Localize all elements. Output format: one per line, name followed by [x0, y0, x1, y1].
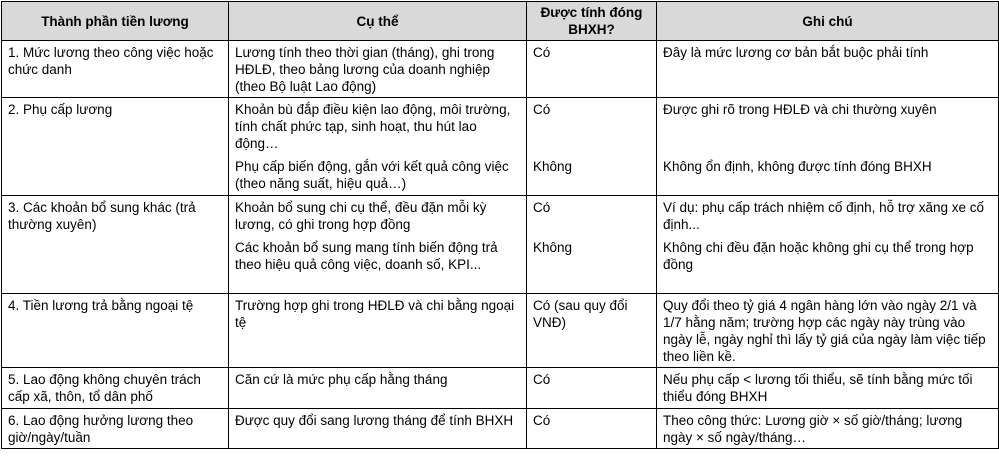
cell-detail: Các khoản bổ sung mang tính biến động trả theo hiệu quả công việc, doanh số, KPI... — [235, 240, 498, 272]
cell-detail-group — [229, 98, 527, 196]
cell-note-group — [657, 196, 999, 294]
cell-detail-group — [229, 196, 527, 294]
cell-note: Được ghi rõ trong HĐLĐ và chi thường xuyên — [663, 102, 937, 117]
cell-insured: Có — [527, 41, 657, 98]
cell-detail: Lương tính theo thời gian (tháng), ghi trong HĐLĐ, theo bảng lương của doanh nghiệp (theo Bộ luật Lao động) — [229, 41, 527, 98]
cell-insured-group — [527, 98, 657, 196]
cell-insured: Không — [533, 240, 573, 255]
cell-insured: Không — [533, 159, 573, 174]
cell-component: 6. Lao động hưởng lương theo giờ/ngày/tuần — [2, 409, 229, 449]
cell-component: 1. Mức lương theo công việc hoặc chức danh — [2, 41, 229, 98]
header-component: Thành phần tiền lương — [2, 2, 229, 41]
salary-insurance-table — [1, 1, 999, 449]
cell-insured-group — [527, 196, 657, 294]
table-row — [2, 409, 999, 449]
table-row — [2, 41, 999, 98]
cell-note: Ví dụ: phụ cấp trách nhiệm cố định, hỗ trợ xăng xe cố định... — [663, 200, 985, 232]
cell-note: Đây là mức lương cơ bản bắt buộc phải tính — [657, 41, 999, 98]
cell-note: Theo công thức: Lương giờ × số giờ/tháng; lương ngày × số ngày/tháng… — [657, 409, 999, 449]
cell-insured: Có — [527, 368, 657, 409]
cell-component: 5. Lao động không chuyên trách cấp xã, thôn, tổ dân phố — [2, 368, 229, 409]
header-insured: Được tính đóng BHXH? — [527, 2, 657, 41]
cell-detail: Khoản bổ sung chi cụ thể, đều đặn mỗi kỳ lương, có ghi trong hợp đồng — [235, 200, 487, 232]
cell-component: 3. Các khoản bổ sung khác (trả thường xuyên) — [2, 196, 229, 294]
cell-note: Nếu phụ cấp < lương tối thiểu, sẽ tính bằng mức tối thiểu đóng BHXH — [657, 368, 999, 409]
cell-detail: Căn cứ là mức phụ cấp hằng tháng — [229, 368, 527, 409]
cell-note: Không chi đều đặn hoặc không ghi cụ thể trong hợp đồng — [663, 240, 974, 272]
cell-detail: Được quy đổi sang lương tháng để tính BHXH — [229, 409, 527, 449]
table-row — [2, 196, 999, 294]
cell-insured: Có (sau quy đổi VNĐ) — [527, 294, 657, 368]
cell-note: Không ổn định, không được tính đóng BHXH — [663, 159, 932, 174]
cell-insured: Có — [527, 409, 657, 449]
cell-insured: Có — [533, 200, 551, 215]
cell-detail: Khoản bù đắp điều kiện lao động, môi trường, tính chất phức tạp, sinh hoạt, thu hút lao động… — [235, 102, 511, 151]
table-row — [2, 98, 999, 196]
table-row — [2, 294, 999, 368]
header-detail: Cụ thể — [229, 2, 527, 41]
cell-note-group — [657, 98, 999, 196]
header-note: Ghi chú — [657, 2, 999, 41]
cell-component: 4. Tiền lương trả bằng ngoại tệ — [2, 294, 229, 368]
cell-detail: Phụ cấp biến động, gắn với kết quả công việc (theo năng suất, hiệu quả…) — [235, 159, 509, 191]
cell-insured: Có — [533, 102, 551, 117]
cell-detail: Trường hợp ghi trong HĐLĐ và chi bằng ngoại tệ — [229, 294, 527, 368]
cell-note: Quy đổi theo tỷ giá 4 ngân hàng lớn vào ngày 2/1 và 1/7 hằng năm; trường hợp các ngày này trùng vào ngày lễ, ngày nghỉ thì lấy tỷ giá của ngày làm việc tiếp theo liền kề. — [657, 294, 999, 368]
table-header-row — [2, 2, 999, 41]
table-row — [2, 368, 999, 409]
cell-component: 2. Phụ cấp lương — [2, 98, 229, 196]
